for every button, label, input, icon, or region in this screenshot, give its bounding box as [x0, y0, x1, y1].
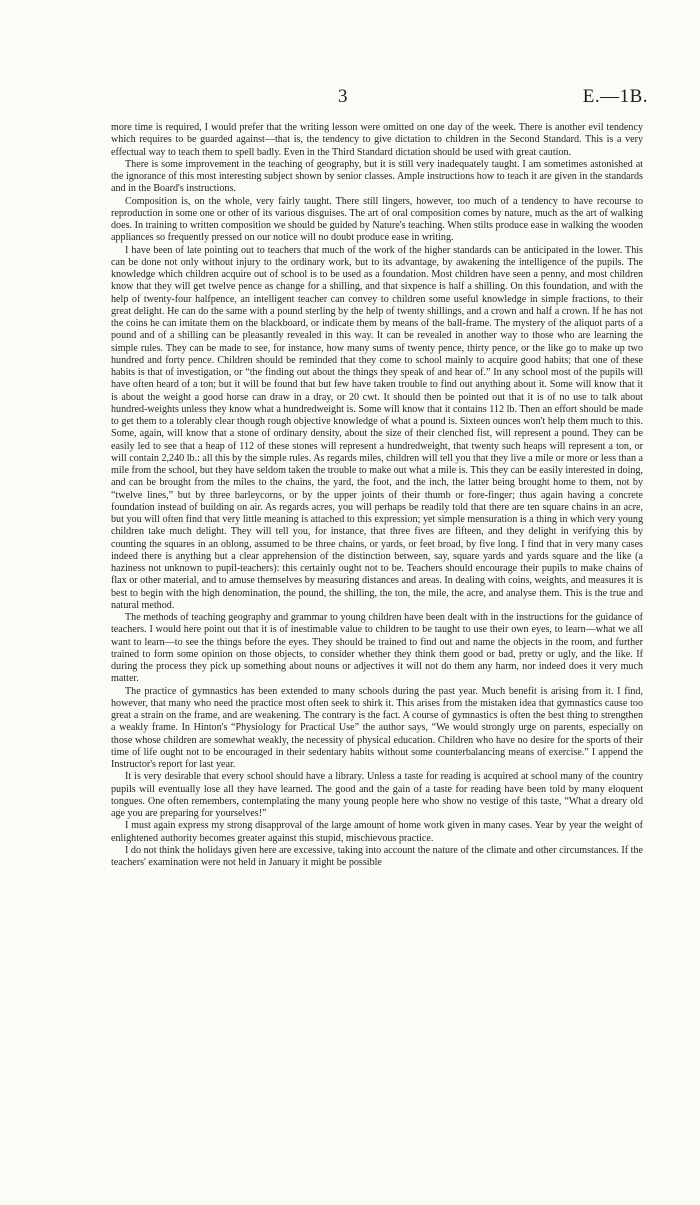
paragraph-home-work: I must again express my strong disapproval of the large amount of home work given in many cases. Year by year the weight of enlightened authority becomes greater against this stupid, mischievous practice. [111, 820, 643, 844]
paragraph-gymnastics: The practice of gymnastics has been extended to many schools during the past year. Much benefit is arising from it. I find, however, that many who need the practice most often seek to shirk it. This arises from the mistaken idea that gymnastics cause too great a strain on the frame, and are weakening. The contrary is the fact. A course of gymnastics is often the best thing to strengthen a weakly frame. In Hinton's “Physiology for Practical Use” the author says, “We would strongly urge on parents, especially on those whose children are somewhat weakly, the necessity of physical education. Children who have no desire for the sports of their time of life ought not to be encouraged in their sedentary habits without some counterbalancing means of exercise.” I append the Instructor's report for last year. [111, 685, 643, 770]
page-number: 3 [338, 86, 348, 107]
body-text [111, 122, 643, 869]
paragraph-higher-standards: I have been of late pointing out to teachers that much of the work of the higher standards can be anticipated in the lower. This can be done not only without injury to the ordinary work, but to its advantage, by awakening the intelligence of the pupils. The knowledge which children acquire out of school is to be used as a foundation. Most children have seen a penny, and most children know that they will get twelve pence as change for a shilling, and that sixpence is half a shilling. On this foundation, and with the help of twenty-four halfpence, an intelligent teacher can convey to children some useful knowledge in simple fractions, to their great delight. He can do the same with a pound sterling by the help of twenty shillings, and a crown and half a crown. If he has not the coins he can imitate them on the blackboard, or indicate them by means of the ball-frame. The mystery of the aliquot parts of a pound and of a shilling can be pleasantly revealed in this way. It can be revealed in another way to those who are learning the simple rules. They can be made to see, for instance, how many sums of twenty pence, thirty pence, or the like go to make up two hundred and forty pence. Children should be reminded that they come to school mainly to acquire good habits; that one of these habits is that of investigation, or “the finding out about the things they speak of and hear of.” In any school most of the pupils will have often heard of a ton; but it will be found that but few have taken trouble to find out anything about it. Some will know that it is about the weight a good horse can draw in a dray, or 20 cwt. It should then be pointed out that it is of no use to talk about hundred-weights unless they know what a hundredweight is. Some will know that it contains 112 lb. Then an effort should be made to get them to a tolerably clear though rough objective knowledge of what a pound is. Sixteen ounces won't help them much to this. Some, again, will know that a stone of ordinary density, about the size of their clenched fist, will represent a pound. They can be easily led to see that a heap of 112 of these stones will represent a hundredweight, that twenty such heaps will represent a ton, or will contain 2,240 lb.: all this by the simple rules. As regards miles, children will tell you that they live a mile or more or less than a mile from the school, but they have seldom taken the trouble to make out what a mile is. This they can be easily interested in doing, and can be brought from the miles to the chains, the yard, the foot, and the inch, the latter being brought home to them, not by “twelve lines,” but by three barleycorns, or by the upper joints of their thumb or fore-finger; thus again having a concrete foundation instead of building on air. As regards acres, you will perhaps be readily told that there are ten square chains in an acre, but you will often find that very little meaning is attached to this expression; yet simple mensuration is a thing in which very young children take much delight. They will tell you, for instance, that three fives are fifteen, and they delight in verifying this by counting the squares in an oblong, assumed to be three chains, or yards, or feet broad, by five long. I find that in very many cases indeed there is anything but a clear apprehension of the distinction between, say, square yards and yards square and the like (a haziness not unknown to pupil-teachers): this certainly ought not to be. Teachers should encourage their pupils to make chains of flax or other material, and to amuse themselves by measuring distances and areas. In dealing with coins, weights, and measures it is best to begin with the high denomination, the pound, the shilling, the ton, the mile, the acre, and analyse them. This is the true and natural method. [111, 244, 643, 611]
report-code: E.—1B. [582, 86, 648, 107]
paragraph-geography: There is some improvement in the teaching of geography, but it is still very inadequately taught. I am sometimes astonished at the ignorance of this most interesting subject shown by senior classes. Ample instructions how to teach it are given in the standards and in the Board's instructions. [111, 158, 643, 195]
paragraph-library: It is very desirable that every school should have a library. Unless a taste for reading is acquired at school many of the country pupils will eventually lose all they have learned. The good and the gain of a taste for reading have been told by many eloquent tongues. One often remembers, contemplating the many young people here who show no vestige of this taste, “What a dreary old age you are preparing for yourselves!” [111, 771, 643, 819]
paragraph-writing-dictation: more time is required, I would prefer that the writing lesson were omitted on one day of the week. There is another evil tendency which requires to be guarded against—that is, the tendency to give dictation to children in the Second Standard. This is a very effectual way to teach them to spell badly. Even in the Third Standard dictation should be used with great caution. [111, 122, 643, 158]
paragraph-geography-grammar-methods: The methods of teaching geography and grammar to young children have been dealt with in the instructions for the guidance of teachers. I would here point out that it is of inestimable value to children to be taught to use their own eyes, to learn—what we all want to learn—to see the things before the eyes. They should be trained to find out and name the objects in the room, and further trained to form some opinion on those objects, to consider whether they think them good or bad, pretty or ugly, and the like. If during the process they pick up something about nouns or adjectives it will not do them any harm, nor indeed does it very much matter. [111, 612, 643, 685]
paragraph-holidays: I do not think the holidays given here are excessive, taking into account the nature of the climate and other circumstances. If the teachers' examination were not held in January it might be possible [111, 844, 643, 868]
paragraph-composition: Composition is, on the whole, very fairly taught. There still lingers, however, too much of a tendency to have recourse to reproduction in some one or other of its various disguises. The art of oral composition comes by nature, much as the art of walking does. In training to written composition we should be guided by Nature's teaching. When stilts produce ease in walking the wooden appliances so frequently pressed on our notice will no doubt produce ease in writing. [111, 195, 643, 244]
page-header [0, 86, 700, 110]
